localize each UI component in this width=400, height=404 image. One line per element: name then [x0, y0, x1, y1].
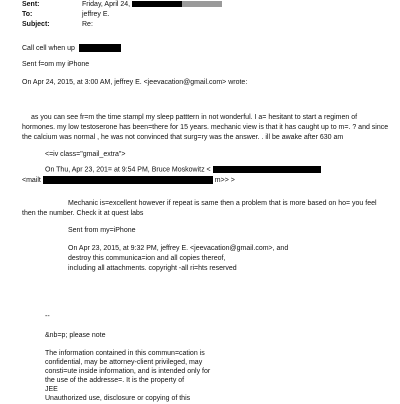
quote2-line: destroy this communica=ion and all copies thereof, [68, 255, 226, 262]
quote2-line: On Apr 23, 2015, at 9:32 PM, jeffrey E. <jeevacation@gmail.com>, and [68, 245, 289, 252]
body-line: the calcium was normal , he was not convinced that surg=ry was the answer. . ill be awake after 630 am [22, 134, 344, 141]
to-value: jeffrey E. [82, 11, 110, 18]
sent-value [82, 1, 222, 10]
notice-line: consti=ute inside information, and is intended only for [45, 368, 211, 375]
notice-line: the use of the addresse=. It is the property of [45, 377, 185, 384]
redaction-block [79, 44, 121, 52]
quote-header: On Apr 24, 2015, at 3:00 AM, jeffrey E. <jeevacation@gmail.com> wrote: [22, 79, 248, 86]
dashes: -- [45, 313, 50, 320]
mailto-prefix: <mailt [22, 176, 41, 184]
signature-line: Sent from my=iPhone [68, 227, 136, 234]
gmail-extra-line: <=iv class="gmail_extra"> [45, 151, 126, 158]
call-line-text: Call cell when up [22, 44, 75, 52]
quote2-line: including all attachments. copyright -all ri=hts reserved [68, 265, 237, 272]
redaction-block [213, 166, 321, 173]
notice-line: Unauthorized use, disclosure or copying of this [45, 395, 191, 402]
mechanic-line: Mechanic is=excellent however if repeat is same then a problem that is more based on ho= you feel [68, 200, 377, 207]
mechanic-line: then the number. Check it at quest labs [22, 210, 144, 217]
to-label: To: [22, 11, 33, 18]
thu-header-text: On Thu, Apr 23, 201= at 9:54 PM, Bruce Moskowitz < [45, 166, 211, 174]
sent-label: Sent: [22, 1, 40, 8]
sent-date: Friday, April 24, [82, 1, 131, 8]
nbsp-line: &nb=p; please note [45, 332, 106, 339]
body-line: as you can see fr=m the time stampl my sleep patttern in not wonderful. I a= hesitant to start a regimen of [31, 114, 358, 121]
mailto-suffix: m>> > [214, 176, 235, 184]
notice-line: confidential, may be attorney-client privileged, may [45, 359, 203, 366]
notice-line: The information contained in this commun=cation is [45, 350, 205, 357]
notice-line: JEE [45, 386, 58, 393]
subject-label: Subject: [22, 21, 50, 28]
thu-header [45, 166, 321, 175]
redaction-block [132, 1, 182, 7]
redaction-fade [182, 1, 222, 7]
body-line: hormones. my low testoserone has been=there for 15 years. mechanic view is that it has caught up to m=. ? and since [22, 124, 389, 131]
signature-line: Sent f=om my iPhone [22, 61, 90, 68]
mailto-line [22, 176, 235, 186]
call-line [22, 44, 121, 54]
redaction-block [43, 176, 213, 184]
subject-value: Re: [82, 21, 93, 28]
